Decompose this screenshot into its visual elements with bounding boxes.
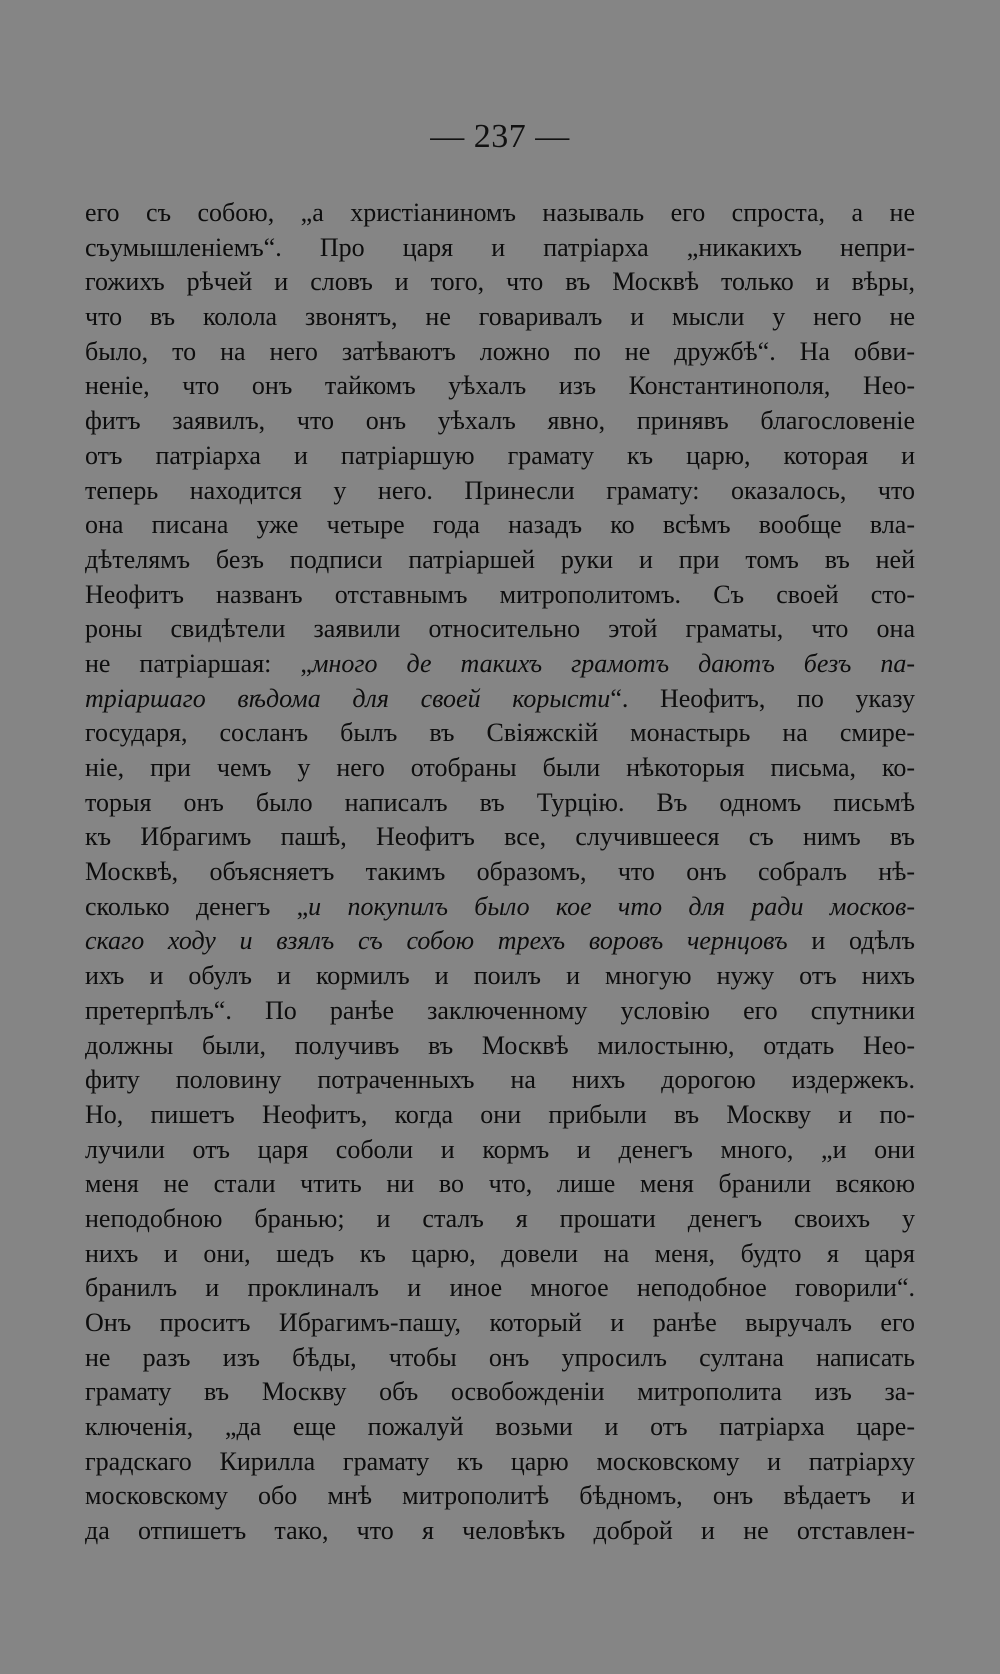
text-segment: Но, пишетъ Неофитъ, когда они прибыли въ Москву и по- (85, 1099, 915, 1129)
text-line (85, 335, 915, 370)
text-segment: да отпишетъ тако, что я человѣкъ доброй и не отставлен- (85, 1516, 915, 1546)
text-line (85, 1063, 915, 1098)
text-segment: фитъ заявилъ, что онъ уѣхалъ явно, принявъ благословеніе (85, 406, 915, 436)
text-line (85, 820, 915, 855)
text-segment: Онъ проситъ Ибрагимъ-пашу, который и ранѣе выручалъ его (85, 1308, 915, 1337)
text-segment: отъ патріарха и патріаршую грамату къ царю, которая и (85, 440, 915, 470)
text-segment: московскому обо мнѣ митрополитѣ бѣдномъ, онъ вѣдаетъ и (85, 1481, 915, 1511)
italic-quote-segment: скаго ходу и взялъ съ собою трехъ воровъ чернцовъ (85, 926, 788, 956)
text-segment: къ Ибрагимъ пашѣ, Неофитъ все, случившееся съ нимъ въ (85, 822, 915, 852)
text-segment: фиту половину потраченныхъ на нихъ дорогою издержекъ. (85, 1065, 915, 1095)
text-segment: торыя онъ было написалъ въ Турцію. Въ одномъ письмѣ (85, 787, 915, 817)
text-line (85, 474, 915, 509)
text-line (85, 994, 915, 1029)
text-segment: “. Неофитъ, по указу (610, 683, 915, 713)
text-line (85, 1029, 915, 1064)
text-line (85, 1098, 915, 1133)
text-segment: было, то на него затѣваютъ ложно по не дружбѣ“. На обви- (85, 336, 915, 366)
text-line (85, 612, 915, 647)
text-segment: что въ колола звонятъ, не говаривалъ и мысли у него не (85, 302, 915, 332)
text-segment: неподобною бранью; и сталъ я прошати денегъ своихъ у (85, 1203, 915, 1233)
text-line (85, 1410, 915, 1445)
body-text (85, 196, 915, 1549)
text-line (85, 300, 915, 335)
text-line (85, 404, 915, 439)
text-line (85, 1237, 915, 1272)
text-line (85, 959, 915, 994)
text-line (85, 1133, 915, 1168)
text-segment: съумышленіемъ“. Про царя и патріарха „никакихъ непри- (85, 232, 915, 262)
text-segment: государя, сосланъ былъ въ Свіяжскій монастырь на смире- (85, 718, 915, 748)
text-line (85, 682, 915, 717)
text-line (85, 1479, 915, 1514)
text-line (85, 1445, 915, 1480)
text-segment: и одѣлъ (787, 926, 915, 956)
text-segment: сколько денегъ „ (85, 891, 309, 921)
page-number: — 237 — (430, 118, 570, 155)
text-segment: не разъ изъ бѣды, чтобы онъ упросилъ султана написать (85, 1342, 915, 1372)
text-line (85, 890, 915, 925)
text-segment: ключенія, „да еще пожалуй возьми и отъ патріарха царе- (85, 1412, 915, 1442)
text-line (85, 1202, 915, 1237)
text-segment: должны были, получивъ въ Москвѣ милостыню, отдать Нео- (85, 1030, 915, 1060)
text-segment: претерпѣлъ“. По ранѣе заключенному условію его спутники (85, 995, 915, 1025)
text-line (85, 231, 915, 266)
text-line (85, 578, 915, 613)
text-segment: не патріаршая: „ (85, 648, 312, 678)
text-line (85, 1514, 915, 1549)
text-line (85, 439, 915, 474)
text-segment: Неофитъ названъ отставнымъ митрополитомъ. Съ своей сто- (85, 579, 915, 609)
text-segment: ніе, при чемъ у него отобраны были нѣкоторыя письма, ко- (85, 753, 915, 782)
text-segment: лучили отъ царя соболи и кормъ и денегъ много, „и они (85, 1134, 915, 1164)
text-line (85, 1375, 915, 1410)
text-line (85, 751, 915, 786)
text-line (85, 1271, 915, 1306)
text-segment: она писана уже четыре года назадъ ко всѣмъ вообще вла- (85, 510, 915, 540)
text-line (85, 369, 915, 404)
text-segment: бранилъ и проклиналъ и иное многое неподобное говорили“. (85, 1273, 915, 1303)
text-line (85, 647, 915, 682)
text-line (85, 924, 915, 959)
text-segment: роны свидѣтели заявили относительно этой граматы, что она (85, 614, 915, 644)
text-segment: грамату въ Москву объ освобожденіи митрополита изъ за- (85, 1377, 915, 1407)
text-line (85, 265, 915, 300)
text-line (85, 196, 915, 231)
text-line (85, 786, 915, 821)
text-line (85, 1167, 915, 1202)
text-line (85, 716, 915, 751)
text-segment: ихъ и обулъ и кормилъ и поилъ и многую нужу отъ нихъ (85, 961, 915, 991)
italic-quote-segment: много де такихъ грамотъ даютъ безъ па- (311, 648, 915, 678)
text-segment: его съ собою, „а христіаниномъ называль его спроста, а не (85, 198, 915, 227)
text-segment: нихъ и они, шедъ къ царю, довели на меня, будто я царя (85, 1238, 915, 1268)
text-segment: теперь находится у него. Принесли грамату: оказалось, что (85, 475, 915, 505)
text-segment: градскаго Кирилла грамату къ царю московскому и патріарху (85, 1446, 915, 1476)
text-line (85, 508, 915, 543)
text-line (85, 855, 915, 890)
italic-quote-segment: тріаршаго вѣдома для своей корысти (85, 683, 611, 713)
text-line (85, 1341, 915, 1376)
text-segment: меня не стали чтить ни во что, лише меня бранили всякою (85, 1169, 915, 1199)
text-line (85, 543, 915, 578)
text-line (85, 1306, 915, 1341)
text-segment: Москвѣ, объясняетъ такимъ образомъ, что онъ собралъ нѣ- (85, 857, 915, 887)
text-segment: неніе, что онъ тайкомъ уѣхалъ изъ Константинополя, Нео- (85, 371, 915, 401)
text-segment: гожихъ рѣчей и словъ и того, что въ Москвѣ только и вѣры, (85, 267, 915, 297)
text-segment: дѣтелямъ безъ подписи патріаршей руки и при томъ въ ней (85, 544, 915, 574)
italic-quote-segment: и покупилъ было кое что для ради москов- (308, 891, 915, 921)
